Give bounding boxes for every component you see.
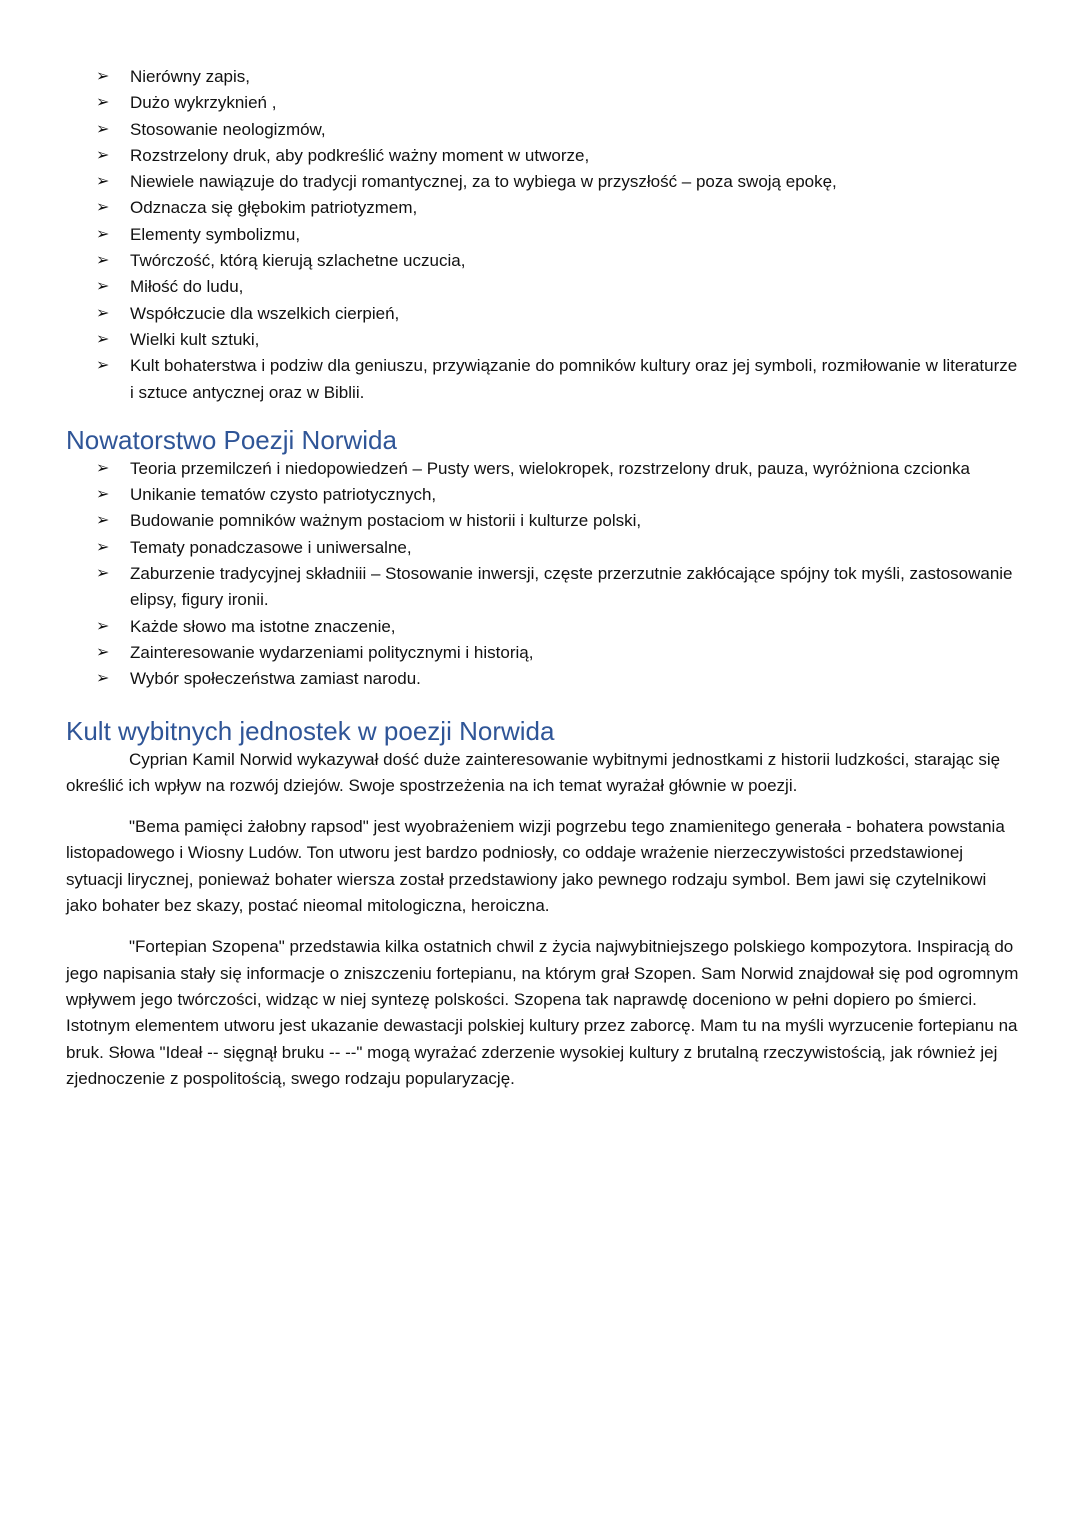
- features-list: [66, 64, 1020, 406]
- list-item: ➢ Budowanie pomników ważnym postaciom w historii i kulturze polski,: [96, 508, 1020, 534]
- arrowhead-bullet-icon: ➢: [96, 565, 110, 583]
- innovation-list: [66, 456, 1020, 693]
- list-item: ➢ Wielki kult sztuki,: [96, 327, 1020, 353]
- arrowhead-bullet-icon: ➢: [96, 304, 110, 322]
- arrowhead-bullet-icon: ➢: [96, 357, 110, 375]
- arrowhead-bullet-icon: ➢: [96, 120, 110, 138]
- arrowhead-bullet-icon: ➢: [96, 199, 110, 217]
- list-item: ➢ Miłość do ludu,: [96, 274, 1020, 300]
- paragraph-bem: "Bema pamięci żałobny rapsod" jest wyobrażeniem wizji pogrzebu tego znamienitego generała - bohatera powstania listopadowego i Wiosny Ludów. Ton utworu jest bardzo podniosły, co oddaje wrażenie nierzeczywistości przedstawionej sytuacji lirycznej, ponieważ bohater wiersza został przedstawiony jako pewnego rodzaju symbol. Bem jawi się czytelnikowi jako bohater bez skazy, postać nieomal mitologiczna, heroiczna.: [66, 817, 1005, 916]
- cult-section-body: [66, 747, 1020, 1093]
- arrowhead-bullet-icon: ➢: [96, 512, 110, 530]
- list-item: ➢ Zainteresowanie wydarzeniami politycznymi i historią,: [96, 640, 1020, 666]
- list-item: ➢ Rozstrzelony druk, aby podkreślić ważny moment w utworze,: [96, 143, 1020, 169]
- arrowhead-bullet-icon: ➢: [96, 670, 110, 688]
- arrowhead-bullet-icon: ➢: [96, 225, 110, 243]
- arrowhead-bullet-icon: ➢: [96, 617, 110, 635]
- list-item: ➢ Elementy symbolizmu,: [96, 222, 1020, 248]
- arrowhead-bullet-icon: ➢: [96, 643, 110, 661]
- arrowhead-bullet-icon: ➢: [96, 173, 110, 191]
- arrowhead-bullet-icon: ➢: [96, 94, 110, 112]
- list-item: ➢ Stosowanie neologizmów,: [96, 117, 1020, 143]
- arrowhead-bullet-icon: ➢: [96, 486, 110, 504]
- list-item: ➢ Dużo wykrzyknień ,: [96, 90, 1020, 116]
- list-item: ➢ Każde słowo ma istotne znaczenie,: [96, 614, 1020, 640]
- list-item: ➢ Tematy ponadczasowe i uniwersalne,: [96, 535, 1020, 561]
- list-item: ➢ Odznacza się głębokim patriotyzmem,: [96, 195, 1020, 221]
- arrowhead-bullet-icon: ➢: [96, 330, 110, 348]
- section-heading-innovation: Nowatorstwo Poezji Norwida: [66, 424, 397, 455]
- list-item: ➢ Współczucie dla wszelkich cierpień,: [96, 301, 1020, 327]
- list-item: ➢ Nierówny zapis,: [96, 64, 1020, 90]
- list-item: ➢ Twórczość, którą kierują szlachetne uczucia,: [96, 248, 1020, 274]
- arrowhead-bullet-icon: ➢: [96, 68, 110, 85]
- list-item: ➢ Wybór społeczeństwa zamiast narodu.: [96, 666, 1020, 692]
- paragraph-chopin: "Fortepian Szopena" przedstawia kilka ostatnich chwil z życia najwybitniejszego polskiego kompozytora. Inspiracją do jego napisania stały się informacje o zniszczeniu fortepianu, na którym grał Szopen. Sam Norwid znajdował się pod ogromnym wpływem jego twórczości, widząc w niej syntezę polskości. Szopena tak naprawdę doceniono w pełni dopiero po śmierci. Istotnym elementem utworu jest ukazanie dewastacji polskiej kultury przez zaborcę. Mam tu na myśli wyrzucenie fortepianu na bruk. Słowa "Ideał -- sięgnął bruku -- --" mogą wyrażać zderzenie wysokiej kultury z brutalną rzeczywistością, jak również jej zjednoczenie z pospolitością, swego rodzaju popularyzację.: [66, 937, 1019, 1088]
- list-item: ➢ Unikanie tematów czysto patriotycznych,: [96, 482, 1020, 508]
- list-item: ➢ Zaburzenie tradycyjnej składniii – Stosowanie inwersji, częste przerzutnie zakłócające spójny tok myśli, zastosowanie elipsy, figury ironii.: [96, 561, 1020, 614]
- list-item: ➢ Kult bohaterstwa i podziw dla geniuszu, przywiązanie do pomników kultury oraz jej symboli, rozmiłowanie w literaturze i sztuce antycznej oraz w Biblii.: [96, 353, 1020, 406]
- arrowhead-bullet-icon: ➢: [96, 252, 110, 270]
- paragraph-intro: Cyprian Kamil Norwid wykazywał dość duże zainteresowanie wybitnymi jednostkami z historii ludzkości, starając się określić ich wpływ na rozwój dziejów. Swoje spostrzeżenia na ich temat wyrażał głównie w poezji.: [66, 749, 1001, 795]
- arrowhead-bullet-icon: ➢: [96, 538, 110, 556]
- list-item: ➢ Teoria przemilczeń i niedopowiedzeń – Pusty wers, wielokropek, rozstrzelony druk, pauza, wyróżniona czcionka: [96, 456, 1020, 482]
- arrowhead-bullet-icon: ➢: [96, 278, 110, 296]
- list-item: ➢ Niewiele nawiązuje do tradycji romantycznej, za to wybiega w przyszłość – poza swoją epokę,: [96, 169, 1020, 195]
- section-heading-cult: Kult wybitnych jednostek w poezji Norwida: [66, 715, 555, 746]
- arrowhead-bullet-icon: ➢: [96, 459, 110, 477]
- arrowhead-bullet-icon: ➢: [96, 146, 110, 164]
